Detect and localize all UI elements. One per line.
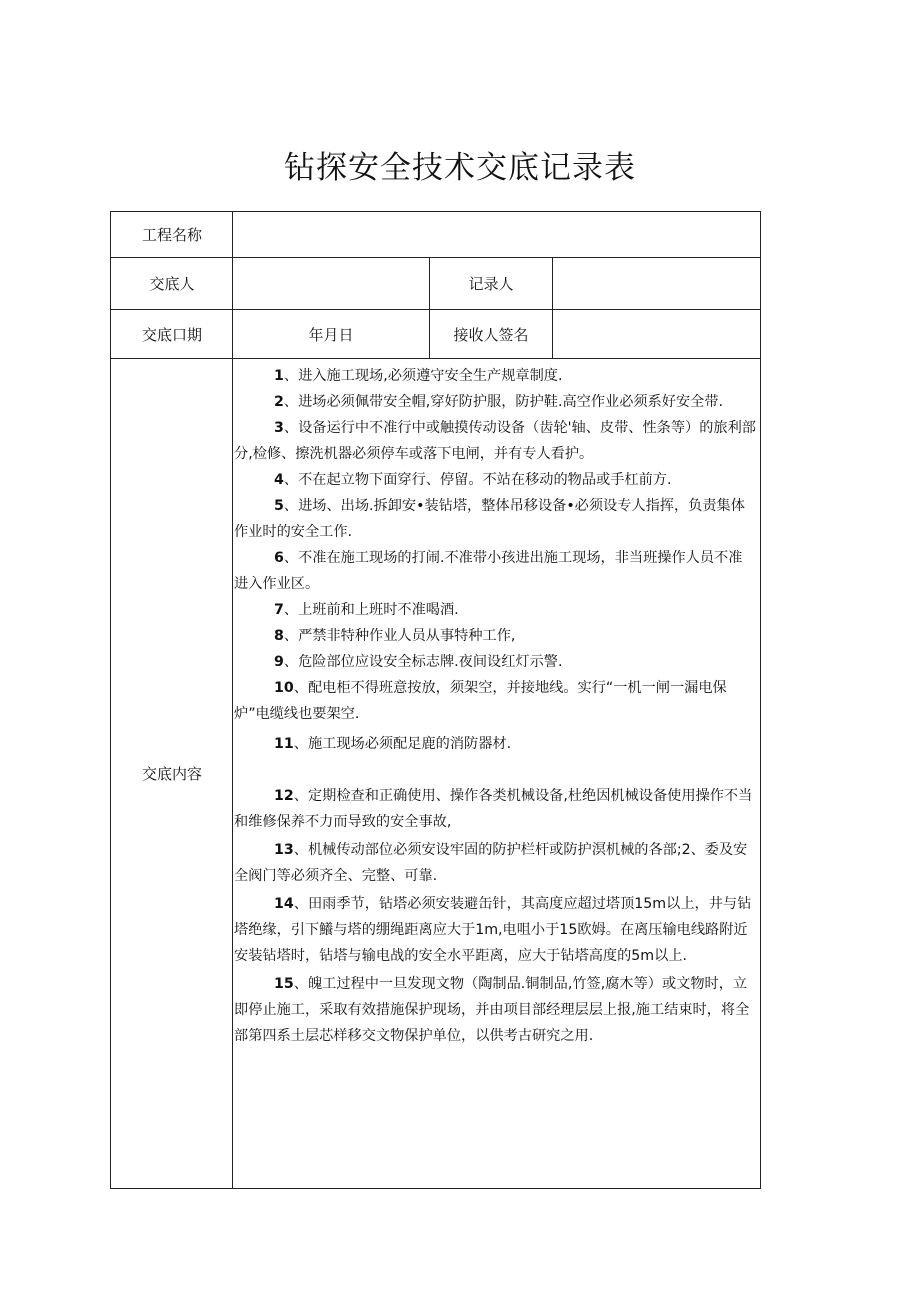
date-value[interactable]: 年月日 xyxy=(308,325,354,344)
content-item-number: 13 xyxy=(274,842,294,858)
content-item-text: 、进入施工现场,必须遵守安全生产规章制度. xyxy=(283,368,563,384)
row-project-name xyxy=(111,212,760,258)
content-item xyxy=(234,545,756,597)
content-item-text: 、不在起立物下面穿行、停留。不站在移动的物品或手杠前方. xyxy=(283,472,672,488)
briefer-label: 交底人 xyxy=(149,275,195,293)
content-item-text: 、严禁非特种作业人员从事特种工作, xyxy=(283,628,516,644)
row-briefer xyxy=(111,258,760,310)
content-item-text: 、定期检查和正确使用、操作各类机械设备,杜绝因机械设备使用操作不当和维修保养不力而导致的安全事故, xyxy=(234,788,753,830)
content-item xyxy=(234,731,756,757)
content-item xyxy=(234,649,756,675)
content-item xyxy=(234,783,756,835)
project-name-label: 工程名称 xyxy=(141,226,202,244)
content-item-number: 14 xyxy=(274,896,294,912)
project-name-value[interactable] xyxy=(233,212,760,257)
content-item xyxy=(234,675,756,727)
content-item xyxy=(234,837,756,889)
row-date xyxy=(111,310,760,359)
content-item-number: 11 xyxy=(274,736,294,752)
content-item-text: 、危险部位应设安全标志牌.夜间设红灯示警. xyxy=(283,654,563,670)
content-item-text: 、进场必须佩带安全帽,穿好防护服，防护鞋.高空作业必须系好安全带. xyxy=(283,394,724,410)
content-item-number: 7 xyxy=(274,602,284,618)
content-label: 交底内容 xyxy=(141,765,202,783)
content-list xyxy=(234,363,756,1049)
content-item-number: 1 xyxy=(274,368,284,384)
content-item-number: 5 xyxy=(274,498,284,514)
content-item xyxy=(234,467,756,493)
content-item-text: 、上班前和上班时不准喝酒. xyxy=(283,602,459,618)
content-item-number: 3 xyxy=(274,420,284,436)
content-item-number: 6 xyxy=(274,550,284,566)
content-item-text: 、机械传动部位必须安设牢固的防护栏杆或防护溟机械的各部;2、委及安全阀门等必须齐全、完整、可靠. xyxy=(234,842,748,884)
content-item-number: 10 xyxy=(274,680,294,696)
content-item-text: 、进场、出场.拆卸安•装钻塔，整体吊移设备•必须设专人指挥，负责集体作业时的安全工作. xyxy=(234,498,745,540)
recorder-label: 记录人 xyxy=(468,275,514,293)
receiver-value[interactable] xyxy=(553,310,760,358)
date-label: 交底口期 xyxy=(141,325,202,344)
content-item-text: 、田雨季节，钻塔必须安装避缶针，其高度应超过塔顶15m以上，井与钻塔绝缘，引下鱶与塔的绷绳距离应大于1m,电咀小于15欧姆。在离压输电线路附近安装钻塔时，钻塔与输电战的安全水平距离，应大于钻塔高度的5m以上. xyxy=(234,896,752,964)
page-title: 钻探安全技术交底记录表 xyxy=(284,150,636,186)
content-item-number: 4 xyxy=(274,472,284,488)
content-item-number: 15 xyxy=(274,976,294,992)
content-item xyxy=(234,623,756,649)
content-item-text: 、魄工过程中一旦发现文物（陶制品.铜制品,竹签,腐木等）或文物时，立即停止施工，采取有效措施保护现场，并由项目部经理层层上报,施工结束时，将全部第四系土层芯样移交文物保护单位，以供考古研究之用. xyxy=(234,976,750,1044)
content-item xyxy=(234,971,756,1049)
receiver-label: 接收人签名 xyxy=(453,325,529,344)
content-item-text: 、设备运行中不准行中或触摸传动设备（齿轮'轴、皮带、性条等）的旅利部分,检修、擦洗机器必须停车或落下电闸，并有专人看护。 xyxy=(234,420,756,462)
briefer-value[interactable] xyxy=(233,258,429,309)
content-item xyxy=(234,891,756,969)
content-item-number: 9 xyxy=(274,654,284,670)
content-item-text: 、施工现场必须配足鹿的消防器材. xyxy=(293,736,512,752)
content-item-text: 、配电柜不得班意按放，须架空，并接地线。实行“一机一闸一漏电保炉”电缆线也要架空. xyxy=(234,680,727,722)
content-item-number: 8 xyxy=(274,628,284,644)
content-item xyxy=(234,389,756,415)
content-item xyxy=(234,597,756,623)
record-table xyxy=(110,211,761,1189)
recorder-value[interactable] xyxy=(553,258,760,309)
row-content xyxy=(111,359,760,1188)
content-item xyxy=(234,415,756,467)
content-item xyxy=(234,493,756,545)
content-item-text: 、不准在施工现场的打闹.不准带小孩进出施工现场，非当班操作人员不准进入作业区。 xyxy=(234,550,743,592)
content-item xyxy=(234,363,756,389)
content-item-number: 2 xyxy=(274,394,284,410)
content-item-number: 12 xyxy=(274,788,294,804)
